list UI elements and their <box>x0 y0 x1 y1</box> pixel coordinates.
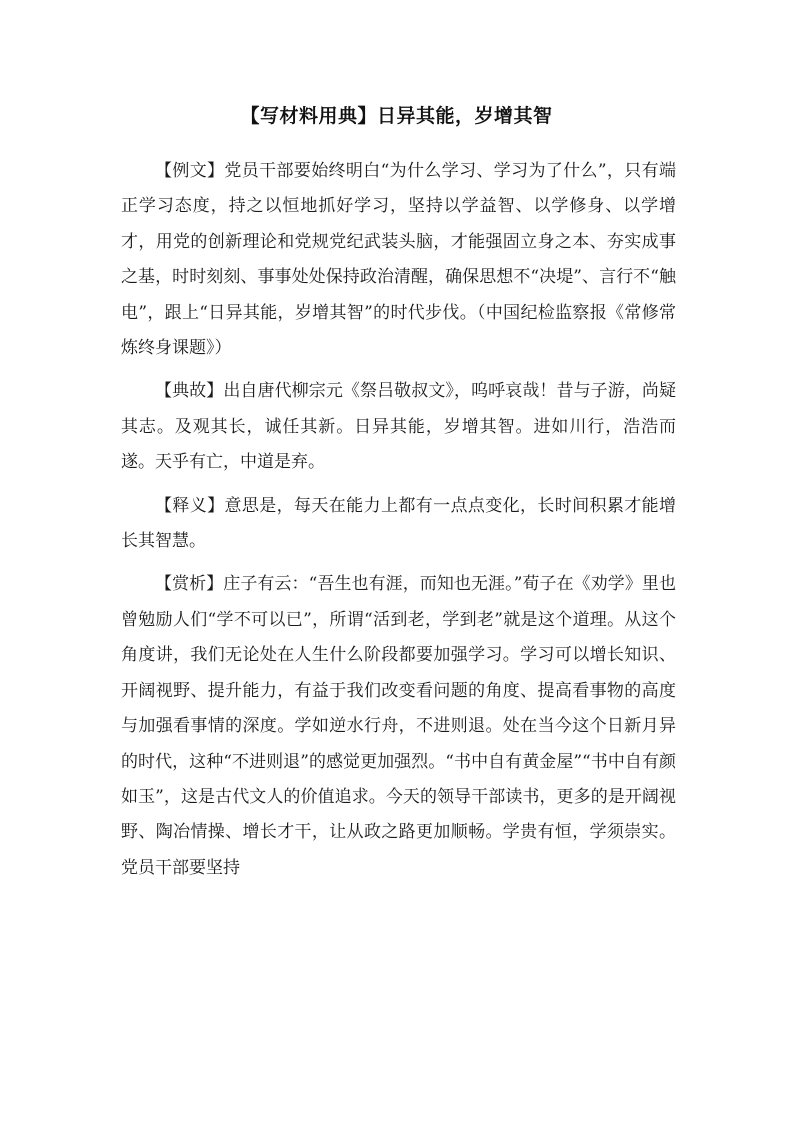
document-title: 【写材料用典】日异其能，岁增其智 <box>240 105 553 127</box>
paragraph-allusion <box>121 374 676 480</box>
paragraph-label: 【典故】 <box>155 381 224 402</box>
paragraph-appreciation <box>121 567 676 886</box>
paragraph-label: 【例文】 <box>155 161 225 181</box>
paragraph-source: （中国纪检监察报《常修常炼终身课题》） <box>121 302 677 359</box>
paragraph-text: 出自唐代柳宗元《祭吕敬叔文》，呜呼哀哉！昔与子游，尚疑其志。及观其长，诚任其新。日异其能，岁增其智。进如川行，浩浩而遂。天乎有亡，中道是弃。 <box>121 381 677 473</box>
paragraph-text: 庄子有云：“吾生也有涯，而知也无涯。”荀子在《劝学》里也曾勉励人们“学不可以已”，所谓“活到老，学到老”就是这个道理。从这个角度讲，我们无论处在人生什么阶段都要加强学习。学习可以增长知识、开阔视野、提升能力，有益于我们改变看问题的角度、提高看事物的高度与加强看事情的深度。学如逆水行舟，不进则退。处在当今这个日新月异的时代，这种“不进则退”的感觉更加强烈。“书中自有黄金屋”“书中自有颜如玉”，这是古代文人的价值追求。今天的领导干部读书，更多的是开阔视野、陶冶情操、增长才干，让从政之路更加顺畅。学贵有恒，学须崇实。党员干部要坚持 <box>121 574 676 878</box>
paragraph-label: 【赏析】 <box>155 574 224 595</box>
document-body <box>121 154 676 894</box>
paragraph-meaning <box>121 489 676 560</box>
paragraph-text: 党员干部要始终明白“为什么学习、学习为了什么”，只有端正学习态度，持之以恒地抓好学习，坚持以学益智、以学修身、以学增才，用党的创新理论和党规党纪武装头脑，才能强固立身之本、夯实成事之基，时时刻刻、事事处处保持政治清醒，确保思想不“决堤”、言行不“触电”，跟上“日异其能，岁增其智”的时代步伐。 <box>121 161 676 323</box>
paragraph-text: 意思是，每天在能力上都有一点点变化，长时间积累才能增长其智慧。 <box>121 495 677 552</box>
paragraph-example <box>121 154 676 366</box>
paragraph-label: 【释义】 <box>155 495 225 516</box>
